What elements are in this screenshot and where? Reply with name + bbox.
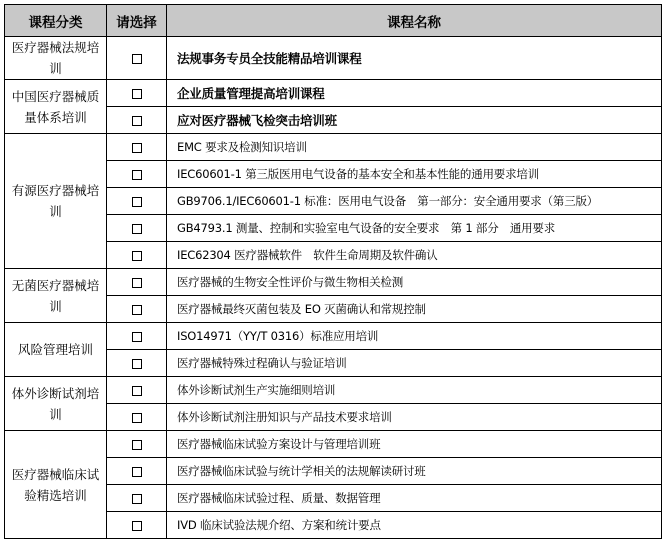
select-cell bbox=[107, 431, 167, 458]
select-cell bbox=[107, 485, 167, 512]
course-body bbox=[5, 37, 662, 539]
course-checkbox[interactable] bbox=[132, 413, 142, 423]
course-name: 医疗器械临床试验过程、质量、数据管理 bbox=[167, 485, 662, 512]
category-cell bbox=[5, 377, 107, 431]
course-name: 应对医疗器械飞检突击培训班 bbox=[167, 107, 662, 134]
select-cell bbox=[107, 215, 167, 242]
course-row bbox=[5, 134, 662, 161]
course-checkbox[interactable] bbox=[132, 467, 142, 477]
header-course-name: 课程名称 bbox=[167, 5, 662, 37]
course-checkbox[interactable] bbox=[132, 116, 142, 126]
course-checkbox[interactable] bbox=[132, 143, 142, 153]
select-cell bbox=[107, 458, 167, 485]
select-cell bbox=[107, 242, 167, 269]
category-label: 无菌医疗器械培训 bbox=[11, 277, 100, 314]
category-cell bbox=[5, 323, 107, 377]
course-checkbox[interactable] bbox=[132, 251, 142, 261]
course-row bbox=[5, 37, 662, 80]
course-checkbox[interactable] bbox=[132, 386, 142, 396]
course-name: ISO14971（YY/T 0316）标准应用培训 bbox=[167, 323, 662, 350]
course-name: 医疗器械临床试验与统计学相关的法规解读研讨班 bbox=[167, 458, 662, 485]
select-cell bbox=[107, 377, 167, 404]
course-name: IEC60601-1 第三版医用电气设备的基本安全和基本性能的通用要求培训 bbox=[167, 161, 662, 188]
course-name: 医疗器械特殊过程确认与验证培训 bbox=[167, 350, 662, 377]
category-cell bbox=[5, 134, 107, 269]
course-checkbox[interactable] bbox=[132, 197, 142, 207]
category-cell bbox=[5, 37, 107, 80]
course-checkbox[interactable] bbox=[132, 89, 142, 99]
select-cell bbox=[107, 161, 167, 188]
select-cell bbox=[107, 37, 167, 80]
course-checkbox[interactable] bbox=[132, 54, 142, 64]
course-checkbox[interactable] bbox=[132, 170, 142, 180]
course-name: GB9706.1/IEC60601-1 标准：医用电气设备 第一部分：安全通用要求（第三版） bbox=[167, 188, 662, 215]
course-name: IEC62304 医疗器械软件 软件生命周期及软件确认 bbox=[167, 242, 662, 269]
course-row bbox=[5, 269, 662, 296]
category-label: 体外诊断试剂培训 bbox=[11, 385, 100, 422]
select-cell bbox=[107, 188, 167, 215]
select-cell bbox=[107, 296, 167, 323]
course-name: GB4793.1 测量、控制和实验室电气设备的安全要求 第 1 部分 通用要求 bbox=[167, 215, 662, 242]
course-table bbox=[4, 4, 662, 539]
header-select: 请选择 bbox=[107, 5, 167, 37]
category-label: 风险管理培训 bbox=[17, 342, 93, 357]
select-cell bbox=[107, 107, 167, 134]
course-row bbox=[5, 377, 662, 404]
course-checkbox[interactable] bbox=[132, 359, 142, 369]
category-label: 医疗器械法规培训 bbox=[11, 40, 100, 76]
course-name: IVD 临床试验法规介绍、方案和统计要点 bbox=[167, 512, 662, 539]
course-name: 企业质量管理提高培训课程 bbox=[167, 80, 662, 107]
category-label: 中国医疗器械质量体系培训 bbox=[11, 88, 100, 125]
course-checkbox[interactable] bbox=[132, 305, 142, 315]
category-cell bbox=[5, 269, 107, 323]
course-row bbox=[5, 80, 662, 107]
category-cell bbox=[5, 80, 107, 134]
course-checkbox[interactable] bbox=[132, 494, 142, 504]
category-label: 有源医疗器械培训 bbox=[11, 183, 100, 219]
course-name: 体外诊断试剂生产实施细则培训 bbox=[167, 377, 662, 404]
course-row bbox=[5, 431, 662, 458]
category-cell bbox=[5, 431, 107, 539]
course-name: 医疗器械最终灭菌包装及 EO 灭菌确认和常规控制 bbox=[167, 296, 662, 323]
select-cell bbox=[107, 350, 167, 377]
header-row bbox=[5, 5, 662, 37]
course-row bbox=[5, 323, 662, 350]
course-checkbox[interactable] bbox=[132, 440, 142, 450]
course-checkbox[interactable] bbox=[132, 521, 142, 531]
select-cell bbox=[107, 80, 167, 107]
course-name: EMC 要求及检测知识培训 bbox=[167, 134, 662, 161]
course-checkbox[interactable] bbox=[132, 332, 142, 342]
course-checkbox[interactable] bbox=[132, 278, 142, 288]
header-category: 课程分类 bbox=[5, 5, 107, 37]
course-name: 体外诊断试剂注册知识与产品技术要求培训 bbox=[167, 404, 662, 431]
course-name: 法规事务专员全技能精品培训课程 bbox=[167, 37, 662, 80]
select-cell bbox=[107, 269, 167, 296]
select-cell bbox=[107, 512, 167, 539]
course-checkbox[interactable] bbox=[132, 224, 142, 234]
category-label: 医疗器械临床试验精选培训 bbox=[11, 466, 100, 503]
select-cell bbox=[107, 323, 167, 350]
select-cell bbox=[107, 404, 167, 431]
course-name: 医疗器械的生物安全性评价与微生物相关检测 bbox=[167, 269, 662, 296]
course-name: 医疗器械临床试验方案设计与管理培训班 bbox=[167, 431, 662, 458]
select-cell bbox=[107, 134, 167, 161]
